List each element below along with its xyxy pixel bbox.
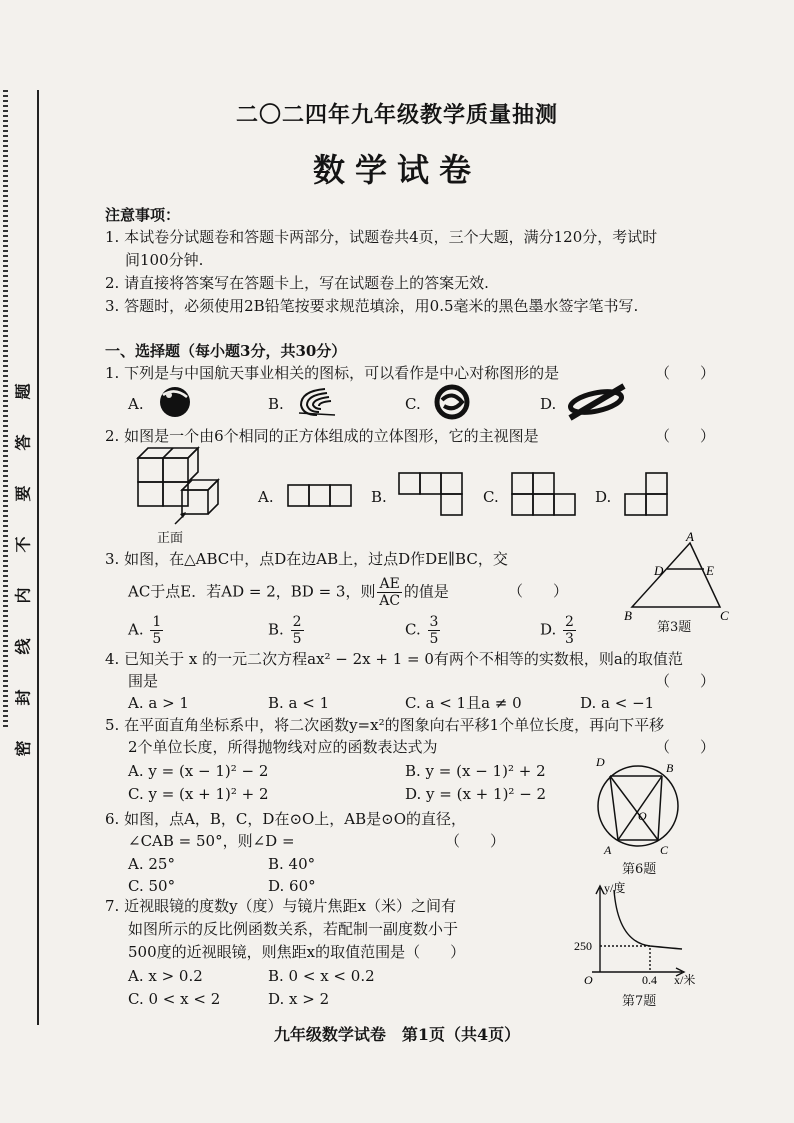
q6-option-c: C. 50° [128, 877, 176, 895]
fraction-denominator: 5 [152, 631, 162, 647]
front-label: 正面 [157, 531, 184, 546]
fraction-denominator: AC [379, 593, 401, 609]
q2-option-a: A. [258, 488, 274, 506]
q6-option-a: A. 25° [128, 855, 175, 873]
q1-option-c: C. [405, 395, 421, 413]
label-b: B [666, 761, 674, 775]
seal-char: 要 [13, 485, 33, 502]
fraction-numerator: 2 [565, 614, 574, 630]
q4-option-a: A. a > 1 [128, 694, 189, 712]
q2-option-d: D. [595, 488, 612, 506]
option-fraction [563, 614, 576, 647]
q1-option-a: A. [128, 395, 144, 413]
q1-option-d: D. [540, 395, 557, 413]
y-tick-label: 250 [574, 939, 592, 953]
label-c: C [660, 843, 669, 857]
q2-option-b: B. [371, 488, 387, 506]
dark-sphere-icon [155, 385, 195, 419]
cube-solid-figure [130, 446, 225, 526]
option-fraction [150, 614, 163, 647]
question-7-line1: 7. 近视眼镜的度数y（度）与镜片焦距x（米）之间有 [105, 897, 457, 915]
q5-option-c: C. y = (x + 1)² + 2 [128, 785, 269, 803]
q3-option-c [405, 614, 442, 647]
question-4-line2: 围是 [128, 672, 159, 690]
fraction-denominator: 5 [429, 631, 439, 647]
notice-heading: 注意事项： [105, 206, 181, 224]
seal-char: 不 [13, 536, 33, 553]
fraction-numerator: 1 [152, 614, 162, 630]
q3-option-d [540, 614, 578, 647]
answer-paren: （ ） [445, 832, 506, 850]
question-5-line1: 5. 在平面直角坐标系中，将二次函数y=x²的图象向右平移1个单位长度，再向下平移 [105, 716, 665, 734]
exam-title: 二〇二四年九年级教学质量抽测 [235, 102, 558, 128]
q2-view-b [398, 472, 468, 522]
q2-view-d [624, 472, 674, 522]
label-c: C [720, 608, 729, 623]
q5-option-b: B. y = (x − 1)² + 2 [405, 762, 546, 780]
question-4-line1: 4. 已知关于 x 的一元二次方程ax² − 2x + 1 = 0有两个不相等的实数根，则a的取值范 [105, 650, 683, 668]
q3-text: AC于点E．若AD = 2，BD = 3，则 [128, 582, 376, 601]
orbit-slash-icon [566, 382, 628, 422]
q3-fraction [377, 576, 401, 609]
label-d: D [654, 563, 664, 578]
circle-figure [590, 755, 690, 858]
option-label: B. [268, 620, 284, 639]
fraction-numerator: 3 [429, 614, 439, 630]
option-fraction [291, 614, 304, 647]
label-e: E [706, 563, 714, 578]
question-5-line2: 2个单位长度，所得抛物线对应的函数表达式为 [128, 738, 438, 756]
notice-item: 3. 答题时，必须使用2B铅笔按要求规范填涂，用0.5毫米的黑色墨水签字笔书写. [105, 297, 639, 315]
answer-paren: （ ） [655, 427, 716, 445]
question-2: 2. 如图是一个由6个相同的正方体组成的立体图形，它的主视图是 [105, 427, 539, 445]
x-tick-label: 0.4 [642, 973, 657, 987]
figure-caption: 第6题 [622, 862, 657, 877]
seal-char: 答 [13, 434, 33, 451]
binding-line [37, 90, 39, 1025]
option-label: A. [128, 620, 144, 639]
q7-option-c: C. 0 < x < 2 [128, 990, 221, 1008]
origin-label: O [584, 973, 593, 987]
q4-option-c: C. a < 1且a ≠ 0 [405, 694, 522, 712]
q3-text: 的值是 [403, 582, 449, 601]
q7-option-b: B. 0 < x < 0.2 [268, 967, 375, 985]
spiral-ring-icon [432, 384, 472, 420]
notice-item: 1. 本试卷分试题卷和答题卡两部分，试题卷共4页，三个大题，满分120分，考试时 [105, 228, 658, 246]
seal-char: 题 [13, 383, 33, 400]
answer-paren: （ ） [655, 672, 716, 690]
figure-caption: 第3题 [657, 620, 692, 635]
figure-caption: 第7题 [622, 994, 657, 1009]
answer-paren: （ ） [655, 738, 716, 756]
q3-option-b [268, 614, 306, 647]
q7-option-a: A. x > 0.2 [128, 967, 203, 985]
y-axis-label: y/度 [604, 881, 626, 895]
question-1: 1. 下列是与中国航天事业相关的图标，可以看作是中心对称图形的是 [105, 364, 560, 382]
seal-char: 线 [13, 638, 33, 655]
inverse-function-graph [570, 880, 710, 990]
fraction-numerator: AE [379, 576, 400, 592]
fraction-denominator: 5 [292, 631, 302, 647]
question-3-line1: 3. 如图，在△ABC中，点D在边AB上，过点D作DE∥BC，交 [105, 550, 508, 568]
fraction-denominator: 3 [565, 631, 574, 647]
seal-char: 密 [13, 740, 33, 757]
triangle-figure [620, 529, 730, 623]
question-7-line2: 如图所示的反比例函数关系，若配制一副度数小于 [128, 920, 459, 938]
q3-option-a [128, 614, 165, 647]
q2-view-c [511, 472, 581, 522]
question-7-line3: 500度的近视眼镜，则焦距x的取值范围是（ ） [128, 943, 466, 961]
q1-option-b: B. [268, 395, 284, 413]
swirl-icon [295, 385, 339, 419]
q5-option-a: A. y = (x − 1)² − 2 [128, 762, 269, 780]
notice-item: 间100分钟. [125, 251, 204, 269]
q2-view-a [287, 484, 355, 510]
question-6-line2: ∠CAB = 50°，则∠D = [128, 832, 295, 850]
label-a: A [686, 529, 694, 544]
label-b: B [624, 608, 632, 623]
question-6-line1: 6. 如图，点A，B，C，D在⊙O上，AB是⊙O的直径， [105, 810, 467, 828]
seal-warning [10, 380, 34, 760]
label-a: A [604, 843, 612, 857]
q6-option-b: B. 40° [268, 855, 316, 873]
answer-paren: （ ） [655, 364, 716, 382]
question-3-line2 [128, 576, 449, 609]
seal-char: 内 [13, 587, 33, 604]
seal-char: 封 [13, 689, 33, 706]
option-fraction [428, 614, 441, 647]
q4-option-d: D. a < −1 [580, 694, 655, 712]
q5-option-d: D. y = (x + 1)² − 2 [405, 785, 547, 803]
section-heading: 一、选择题（每小题3分，共30分） [105, 342, 347, 360]
option-label: D. [540, 620, 557, 639]
q6-option-d: D. 60° [268, 877, 316, 895]
exam-subtitle: 数学试卷 [312, 151, 481, 189]
q4-option-b: B. a < 1 [268, 694, 330, 712]
q2-option-c: C. [483, 488, 499, 506]
notice-item: 2. 请直接将答案写在答题卡上，写在试题卷上的答案无效. [105, 274, 489, 292]
option-label: C. [405, 620, 421, 639]
label-d: D [596, 755, 605, 769]
x-axis-label: x/米 [674, 973, 696, 987]
answer-paren: （ ） [508, 582, 569, 600]
label-o: O [638, 809, 647, 823]
page-footer: 九年级数学试卷 第1页（共4页） [273, 1025, 521, 1044]
q7-option-d: D. x > 2 [268, 990, 330, 1008]
fraction-numerator: 2 [292, 614, 302, 630]
